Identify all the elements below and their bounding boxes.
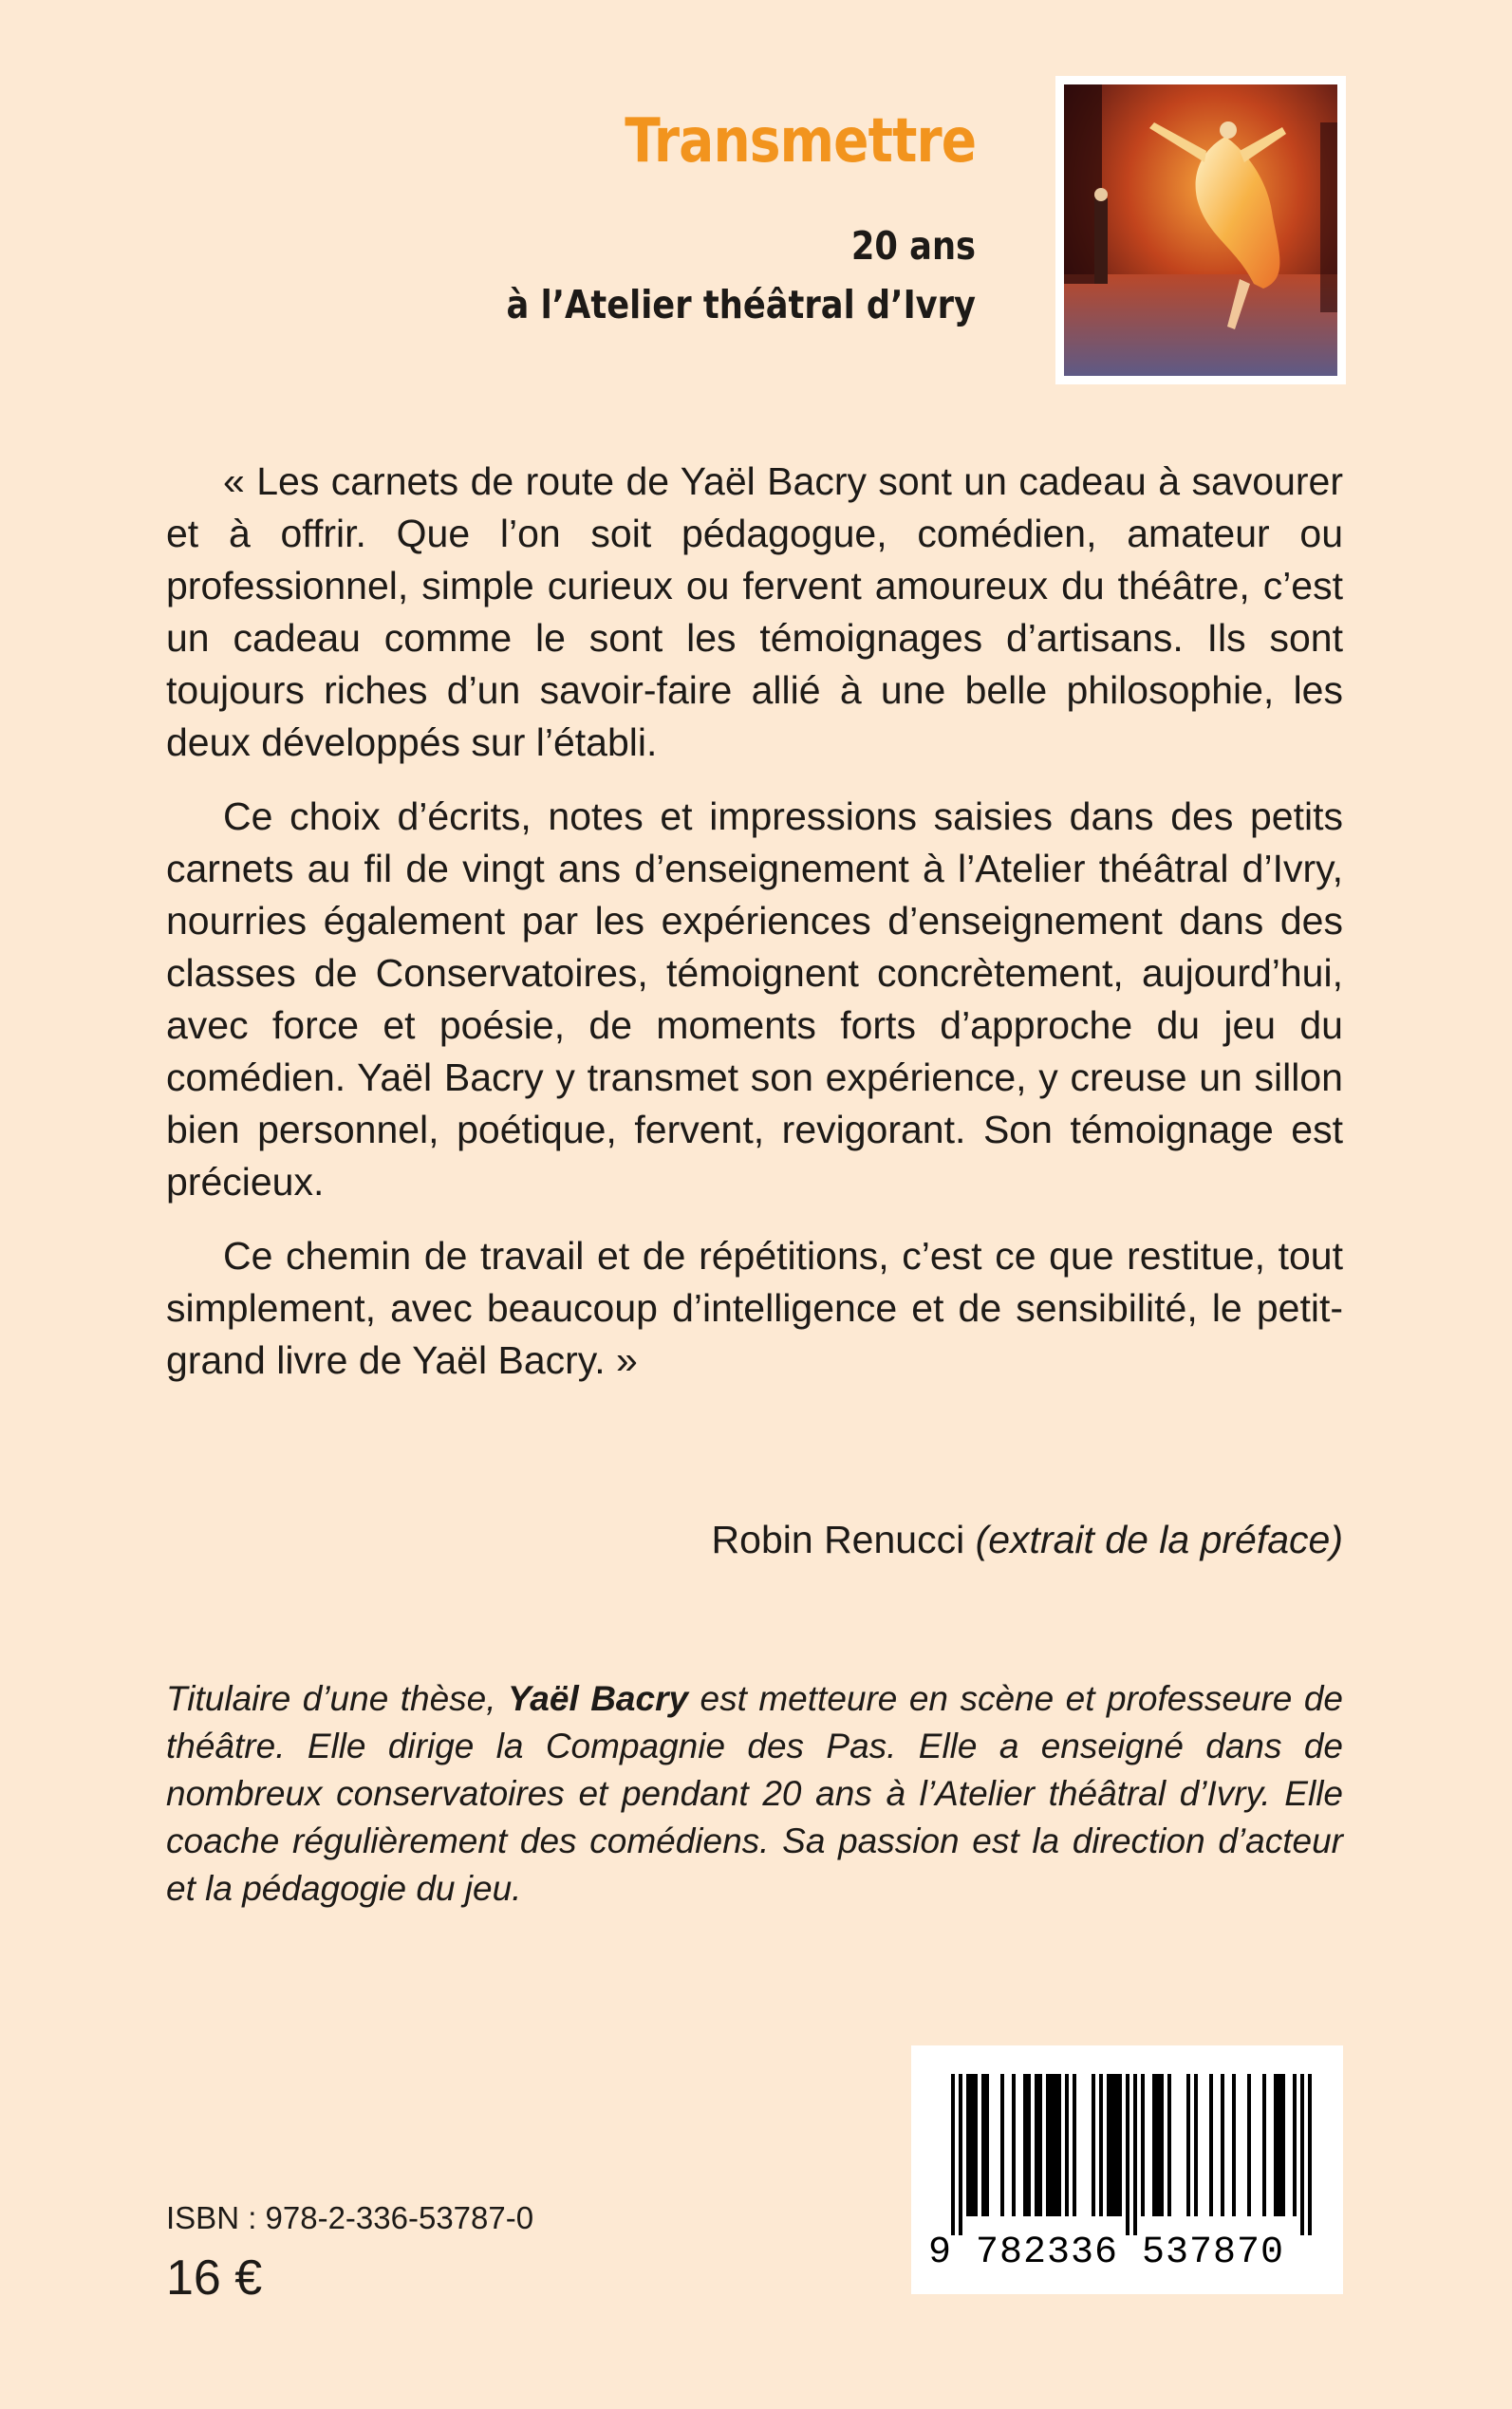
barcode-bar	[1293, 2074, 1297, 2216]
barcode-bar	[1035, 2074, 1038, 2216]
barcode-bar	[974, 2074, 978, 2216]
barcode-bar	[1065, 2074, 1069, 2216]
barcode-bar	[1278, 2074, 1281, 2216]
barcode-bar	[1167, 2074, 1171, 2216]
author-name: Yaël Bacry	[508, 1679, 689, 1718]
barcode-bar	[1012, 2074, 1016, 2216]
blurb-paragraph: Ce chemin de travail et de répétitions, c’est ce que restitue, tout simplement, avec beaucoup d’intelligence et de sensibilité, le petit-grand livre de Yaël Bacry. »	[166, 1234, 1343, 1382]
barcode-bar	[1274, 2074, 1278, 2216]
book-subtitle	[506, 216, 976, 334]
barcode-bar	[1308, 2074, 1312, 2235]
barcode-bar	[1057, 2074, 1061, 2216]
barcode-bar	[1114, 2074, 1118, 2216]
barcode-bar	[1099, 2074, 1103, 2216]
preface-signature	[712, 1514, 1343, 1566]
isbn-text: ISBN : 978-2-336-53787-0	[166, 2200, 534, 2235]
price-text: 16 €	[166, 2250, 263, 2306]
barcode-bar	[1209, 2074, 1213, 2216]
barcode-bar	[1160, 2074, 1164, 2216]
book-title: Transmettre	[624, 106, 976, 177]
barcode-bar	[1247, 2074, 1251, 2216]
barcode-bar	[951, 2074, 955, 2235]
barcode-digits: 9 782336 537870	[928, 2232, 1285, 2274]
barcode-bar	[981, 2074, 985, 2216]
barcode-bar	[1073, 2074, 1076, 2216]
subtitle-line-1: 20 ans	[850, 223, 976, 269]
back-cover-blurb	[166, 456, 1343, 1409]
barcode-bar	[1194, 2074, 1198, 2216]
signature-note: (extrait de la préface)	[975, 1518, 1343, 1561]
barcode-bar	[1038, 2074, 1042, 2216]
barcode-bar	[1141, 2074, 1145, 2216]
barcode-bar	[1000, 2074, 1004, 2216]
author-bio-text: est metteure en scène et professeure de théâtre. Elle dirige la Compagnie des Pas. Elle a enseigné dans de nombreux conservatoires et pendant 20 ans à l’Atelier théâtral d’Ivry. Elle coache régulièrement des comédiens. Sa passion est la direction d’acteur et la pédagogie du jeu.	[166, 1679, 1343, 1908]
subtitle-line-2: à l’Atelier théâtral d’Ivry	[506, 282, 976, 327]
barcode-bar	[1046, 2074, 1050, 2216]
author-bio-intro: Titulaire d’une thèse,	[166, 1679, 508, 1718]
barcode-bar	[985, 2074, 989, 2216]
blurb-paragraph: Ce choix d’écrits, notes et impressions saisies dans des petits carnets au fil de vingt ans d’enseignement à l’Atelier théâtral d’Ivry, nourries également par les expériences d’enseignement dans des classes de Conservatoires, témoignent concrètement, aujourd’hui, avec force et poésie, de moments forts d’approche du jeu du comédien. Yaël Bacry y transmet son expérience, y creuse un sillon bien personnel, poétique, fervent, revigorant. Son témoignage est précieux.	[166, 794, 1343, 1204]
barcode-bar	[970, 2074, 974, 2216]
barcode	[911, 2045, 1343, 2294]
dancer-photo-image	[1064, 84, 1337, 376]
barcode-bar	[1152, 2074, 1156, 2216]
barcode-bar	[1300, 2074, 1304, 2235]
barcode-bar	[1221, 2074, 1224, 2216]
barcode-bar	[1126, 2074, 1129, 2235]
barcode-bar	[1111, 2074, 1114, 2216]
barcode-bar	[1027, 2074, 1031, 2216]
barcode-bar	[966, 2074, 970, 2216]
barcode-bar	[1262, 2074, 1266, 2216]
signature-name: Robin Renucci	[711, 1518, 965, 1561]
barcode-bar	[1156, 2074, 1160, 2216]
blurb-paragraph: « Les carnets de route de Yaël Bacry sont un cadeau à savourer et à offrir. Que l’on soit pédagogue, comédien, amateur ou professionnel, simple curieux ou fervent amoureux du théâtre, c’est un cadeau comme le sont les témoignages d’artisans. Ils sont toujours riches d’un savoir-faire allié à une belle philosophie, les deux développés sur l’établi.	[166, 459, 1343, 764]
barcode-bar	[1107, 2074, 1111, 2216]
barcode-bar	[959, 2074, 962, 2235]
barcode-bar	[1133, 2074, 1137, 2235]
barcode-bar	[1050, 2074, 1054, 2216]
barcode-bar	[1118, 2074, 1122, 2216]
barcode-bar	[1281, 2074, 1285, 2216]
barcode-bar	[1186, 2074, 1190, 2216]
barcode-bar	[1232, 2074, 1236, 2216]
cover-photo	[1055, 76, 1346, 384]
barcode-bars	[930, 2074, 1324, 2235]
author-bio	[166, 1675, 1343, 1913]
barcode-bar	[1054, 2074, 1057, 2216]
barcode-bar	[1023, 2074, 1027, 2216]
barcode-bar	[1092, 2074, 1095, 2216]
